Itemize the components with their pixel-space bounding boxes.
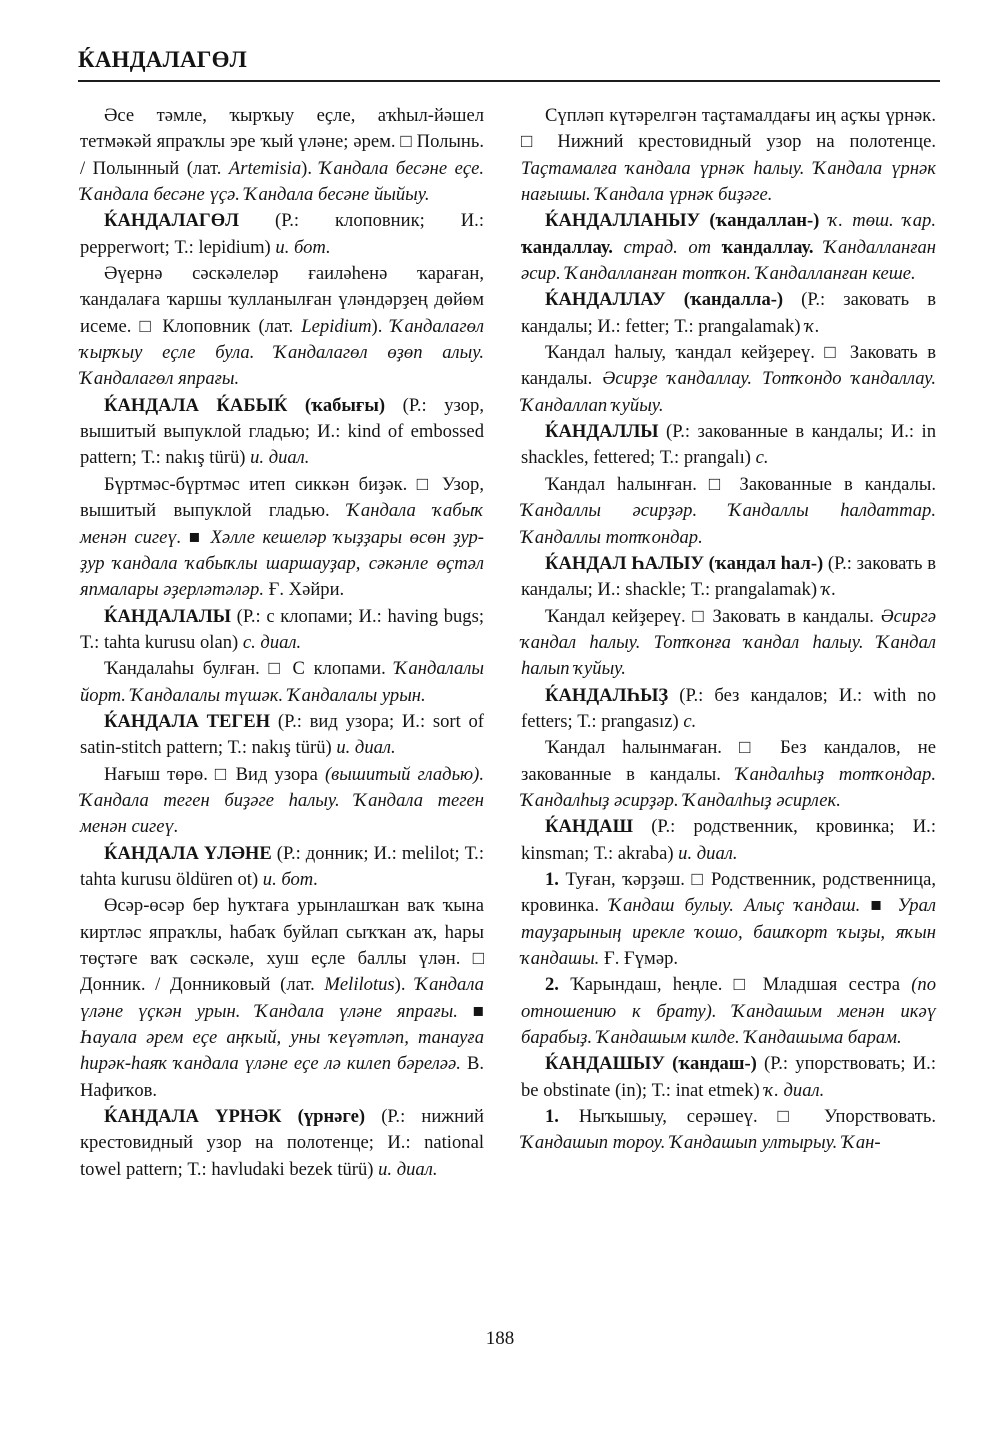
text: Ҡандал һалынмаған. □ Без кандалов, не закованные в кандалы. (521, 737, 936, 785)
text: (Р.: узор, вышитый выпуклой гладью; И.: kind of embossed pattern; Т.: nakış türü) (80, 394, 484, 469)
headword: ЌАНДАШЫУ (ҡандаш-) (545, 1053, 757, 1075)
dictionary-entry-headword-paragraph (521, 208, 936, 287)
italic-text: Ҡандалһыҙ тотҡондар. Ҡандалһыҙ әсирҙәр. Ҡандалһыҙ әсирлек. (521, 763, 936, 811)
italic-text: и. бот. (262, 868, 319, 890)
text: Ғ. Хәйри. (263, 579, 345, 601)
italic-text: Ҡандала үләне үҫкән урын. Ҡандала үләне япрағы. (80, 974, 484, 1022)
text: Ғ. Ғүмәр. (599, 948, 679, 969)
italic-text: (вышитый гладью). Ҡандала теген биҙәге һалыу. Ҡандала теген менән сигеү. (80, 763, 484, 838)
italic-text: ҡ. (805, 315, 820, 337)
page-number: 188 (485, 1328, 515, 1349)
dictionary-entry-paragraph (521, 972, 936, 1051)
dictionary-entry-headword-paragraph (80, 208, 484, 261)
headword: ЌАНДАЛА ТЕГЕН (104, 710, 271, 732)
text (814, 237, 825, 258)
text: (Р.: донник; И.: melilot; Т.: tahta kurusu öldüren ot) (80, 842, 484, 890)
headword: 2. (545, 974, 559, 996)
headword: ЌАНДАЛЛЫ (545, 421, 659, 443)
dictionary-entry-paragraph (521, 735, 936, 814)
text: Сүпләп күтәрелгән таҫтамалдағы иң аҫҡы үрнәк. □ Нижний крестовидный узор на полотенце. (521, 105, 936, 153)
italic-text: Һауала әрем еҫе аңҡый, уны ҡеүәтләп, танауға һирәк-һаяҡ ҡандала үләне еҫе лә килеп бәреләә. (80, 1027, 484, 1075)
dictionary-entry-headword-paragraph (521, 1051, 936, 1104)
text: (Р.: без кандалов; И.: with no fetters; Т.: prangasız) (521, 684, 936, 732)
italic-text: Ҡандалагөл ҡырҡыу еҫле була. Ҡандалагөл өҙөп алыу. Ҡандалагөл япрағы. (80, 315, 484, 390)
dictionary-entry-headword-paragraph (80, 604, 484, 657)
italic-text: Lepidium (301, 315, 372, 337)
text: ). (301, 157, 320, 179)
text: Ҡандал һалынған. □ Закованные в кандалы. (545, 473, 936, 495)
headword: ЌАНДАЛАГӨЛ (104, 210, 240, 232)
italic-text: Әсирҙе ҡандаллау. Тотҡондо ҡандаллау. Ҡандаллап ҡуйыу. (521, 368, 936, 416)
header-rule (78, 80, 940, 82)
italic-text: Урал тауҙарының ирекле ҡошо, башҡорт ҡыҙы, яҡын ҡандашы. (521, 895, 936, 969)
headword: ЌАНДАЛАЛЫ (104, 605, 231, 627)
text: (Р.: нижний крестовидный узор на полотенце; И.: national towel pattern; Т.: havludaki bezek türü) (80, 1106, 484, 1180)
italic-text: (по отношению к брату). Ҡандашым менән икәү барабыҙ. Ҡандашым килде. Ҡандашыма барам. (521, 974, 936, 1049)
italic-text: с. (755, 447, 769, 469)
headword: ЌАНДАШ (545, 816, 634, 838)
italic-text: Ҡандалалы йорт. Ҡандалалы түшәк. Ҡандалалы урын. (80, 658, 484, 706)
text: ). (371, 315, 391, 337)
dictionary-entry-paragraph (80, 103, 484, 208)
left-column (80, 103, 484, 1183)
text: В. Нафиҡов. (80, 1053, 485, 1101)
text: Өсәр-өсәр бер һуҡтаға урынлашҡан ваҡ ҡына киртләс япраҡлы, һабаҡ буйлап сыҡҡан аҡ, һары төҫтәге ваҡ сәскәле, хуш еҫле баллы үлән. □ Донник. / Донниковый (лат. (80, 895, 484, 996)
headword: ЌАНДАЛА ЌАБЫЌ (ҡабығы) (104, 394, 386, 416)
text: (Р.: заковать в кандалы; И.: shackle; Т.: prangalamak) (521, 552, 936, 601)
italic-text: Ҡандаш булыу. Алыҫ ҡандаш. (609, 895, 861, 917)
text (711, 237, 722, 258)
headword: ҡандаллау. (721, 236, 814, 258)
text: (Р.: упорствовать; И.: be obstinate (in); Т.: inat etmek) (521, 1053, 936, 1101)
dictionary-entry-headword-paragraph (521, 419, 936, 472)
dictionary-entry-headword-paragraph (80, 709, 484, 762)
italic-text: страд. от (623, 236, 712, 258)
headword: 1. (545, 1106, 559, 1128)
headword: ЌАНДАЛА ҮЛӘНЕ (104, 842, 272, 864)
text (819, 210, 828, 231)
dictionary-entry-paragraph (521, 604, 936, 683)
text: ■ (860, 895, 898, 917)
dictionary-entry-paragraph (80, 893, 484, 1104)
italic-text: Ҡандала ҡабыҡ менән сигеү. (80, 500, 484, 548)
text: ). (394, 974, 416, 996)
dictionary-entry-paragraph (521, 103, 936, 208)
dictionary-entry-paragraph (521, 472, 936, 551)
italic-text: ҡ. (821, 579, 837, 601)
dictionary-entry-headword-paragraph (521, 814, 936, 867)
text (613, 237, 624, 258)
italic-text: Artemisia (228, 157, 302, 179)
text: Ҡандалаһы булған. □ С клопами. (104, 658, 395, 680)
text: Әүернә сәскәлеләр ғаиләһенә ҡараған, ҡандалаға ҡаршы ҡулланылған үләндәрҙең дөйөм исеме. □ Клоповник (лат. (80, 263, 484, 337)
text: Әсе тәмле, ҡырҡыу еҫле, аҡһыл-йәшел тетмәкәй япраҡлы эре ҡый үләне; әрем. □ Полынь. / Полынный (лат. (80, 105, 484, 179)
text: (Р.: закованные в кандалы; И.: in shackles, fettered; Т.: prangalı) (521, 421, 936, 469)
italic-text: с. (683, 710, 697, 732)
italic-text: Таҫтамалға ҡандала үрнәк һалыу. Ҡандала үрнәк нағышы. Ҡандала үрнәк биҙәге. (521, 157, 936, 206)
headword: ҡандаллау. (521, 236, 613, 258)
text: Ҡандал кейҙереү. □ Заковать в кандалы. (545, 605, 881, 627)
italic-text: Ҡандала бесәне еҫе. Ҡандала бесәне үҫә. Ҡандала бесәне йыйыу. (80, 157, 484, 206)
text: (Р.: вид узора; И.: sort of satin-stitch pattern; Т.: nakış türü) (80, 710, 484, 759)
headword: ЌАНДАЛ ҺАЛЫУ (ҡандал һал-) (545, 552, 824, 574)
dictionary-entry-headword-paragraph (80, 393, 484, 472)
text: Бүртмәс-бүртмәс итеп сиккән биҙәк. □ Узор, вышитый выпуклой гладью. (80, 473, 484, 522)
dictionary-entry-paragraph (521, 867, 936, 972)
text: Ҡандал һалыу, ҡандал кейҙереү. □ Заковать в кандалы. (521, 342, 936, 390)
dictionary-entry-headword-paragraph (80, 841, 484, 894)
dictionary-entry-headword-paragraph (521, 551, 936, 604)
text: ■ (457, 1000, 484, 1022)
running-head: ЌАНДАЛАГӨЛ (78, 47, 248, 72)
italic-text: Хәлле кешеләр ҡыҙҙары өсөн ҙур-ҙур ҡандала ҡабыҡлы шаршауҙар, сәкәнле өҫтәл япмалары әҙерләтәләр. (80, 526, 484, 601)
italic-text: ҡ. диал. (764, 1079, 825, 1101)
text: (Р.: с клопами; И.: having bugs; Т.: tahta kurusu olan) (80, 605, 484, 653)
text: Ҡарындаш, һеңле. □ Младшая сестра (558, 974, 912, 996)
dictionary-entry-paragraph (80, 762, 484, 841)
italic-text: и. диал. (336, 737, 396, 759)
italic-text: и. бот. (275, 236, 331, 258)
right-column (521, 103, 936, 1157)
dictionary-entry-paragraph (80, 472, 484, 604)
text: (Р.: родственник, кровинка; И.: kinsman; Т.: akraba) (521, 816, 936, 864)
italic-text: и. диал. (678, 842, 738, 864)
text: Нағыш төрө. □ Вид узора (104, 763, 325, 785)
italic-text: с. диал. (242, 631, 302, 653)
dictionary-entry-paragraph (80, 656, 484, 709)
dictionary-entry-headword-paragraph (521, 683, 936, 736)
italic-text: Әсиргә ҡандал һалыу. Тотҡонға ҡандал һалыу. Ҡандал һалып ҡуйыу. (521, 605, 936, 680)
text: ■ (181, 526, 211, 548)
dictionary-entry-paragraph (80, 261, 484, 393)
text: (Р.: клоповник; И.: pepperwort; Т.: lepidium) (80, 210, 484, 258)
italic-text: ҡ. төш. ҡар. (828, 210, 936, 232)
dictionary-entry-headword-paragraph (521, 287, 936, 340)
dictionary-entry-paragraph (521, 340, 936, 419)
italic-text: Melilotus (324, 974, 395, 996)
headword: ЌАНДАЛЛАНЫУ (ҡандаллан-) (545, 210, 820, 232)
italic-text: Ҡандашып тороу. Ҡандашып ултырыу. Ҡан- (521, 1132, 881, 1154)
italic-text: Ҡандалланған әсир. Ҡандалланған тотҡон. Ҡандалланған кеше. (521, 236, 937, 285)
dictionary-entry-headword-paragraph (80, 1104, 484, 1183)
text: (Р.: заковать в кандалы; И.: fetter; Т.: prangalamak) (521, 289, 936, 337)
text: Ныҡышыу, серәшеү. □ Упорствовать. (558, 1106, 936, 1128)
dictionary-entry-paragraph (521, 1104, 936, 1157)
text: Туған, ҡәрҙәш. □ Родственник, родственница, кровинка. (521, 868, 936, 917)
italic-text: Ҡандаллы әсирҙәр. Ҡандаллы һалдаттар. Ҡандаллы тотҡондар. (521, 500, 936, 548)
headword: 1. (545, 868, 559, 890)
headword: ЌАНДАЛҺЫҘ (545, 684, 669, 706)
italic-text: и. диал. (378, 1158, 438, 1180)
italic-text: и. диал. (250, 447, 310, 469)
headword: ЌАНДАЛЛАУ (ҡандалла-) (545, 289, 784, 311)
headword: ЌАНДАЛА ҮРНӘК (үрнәге) (104, 1106, 366, 1128)
